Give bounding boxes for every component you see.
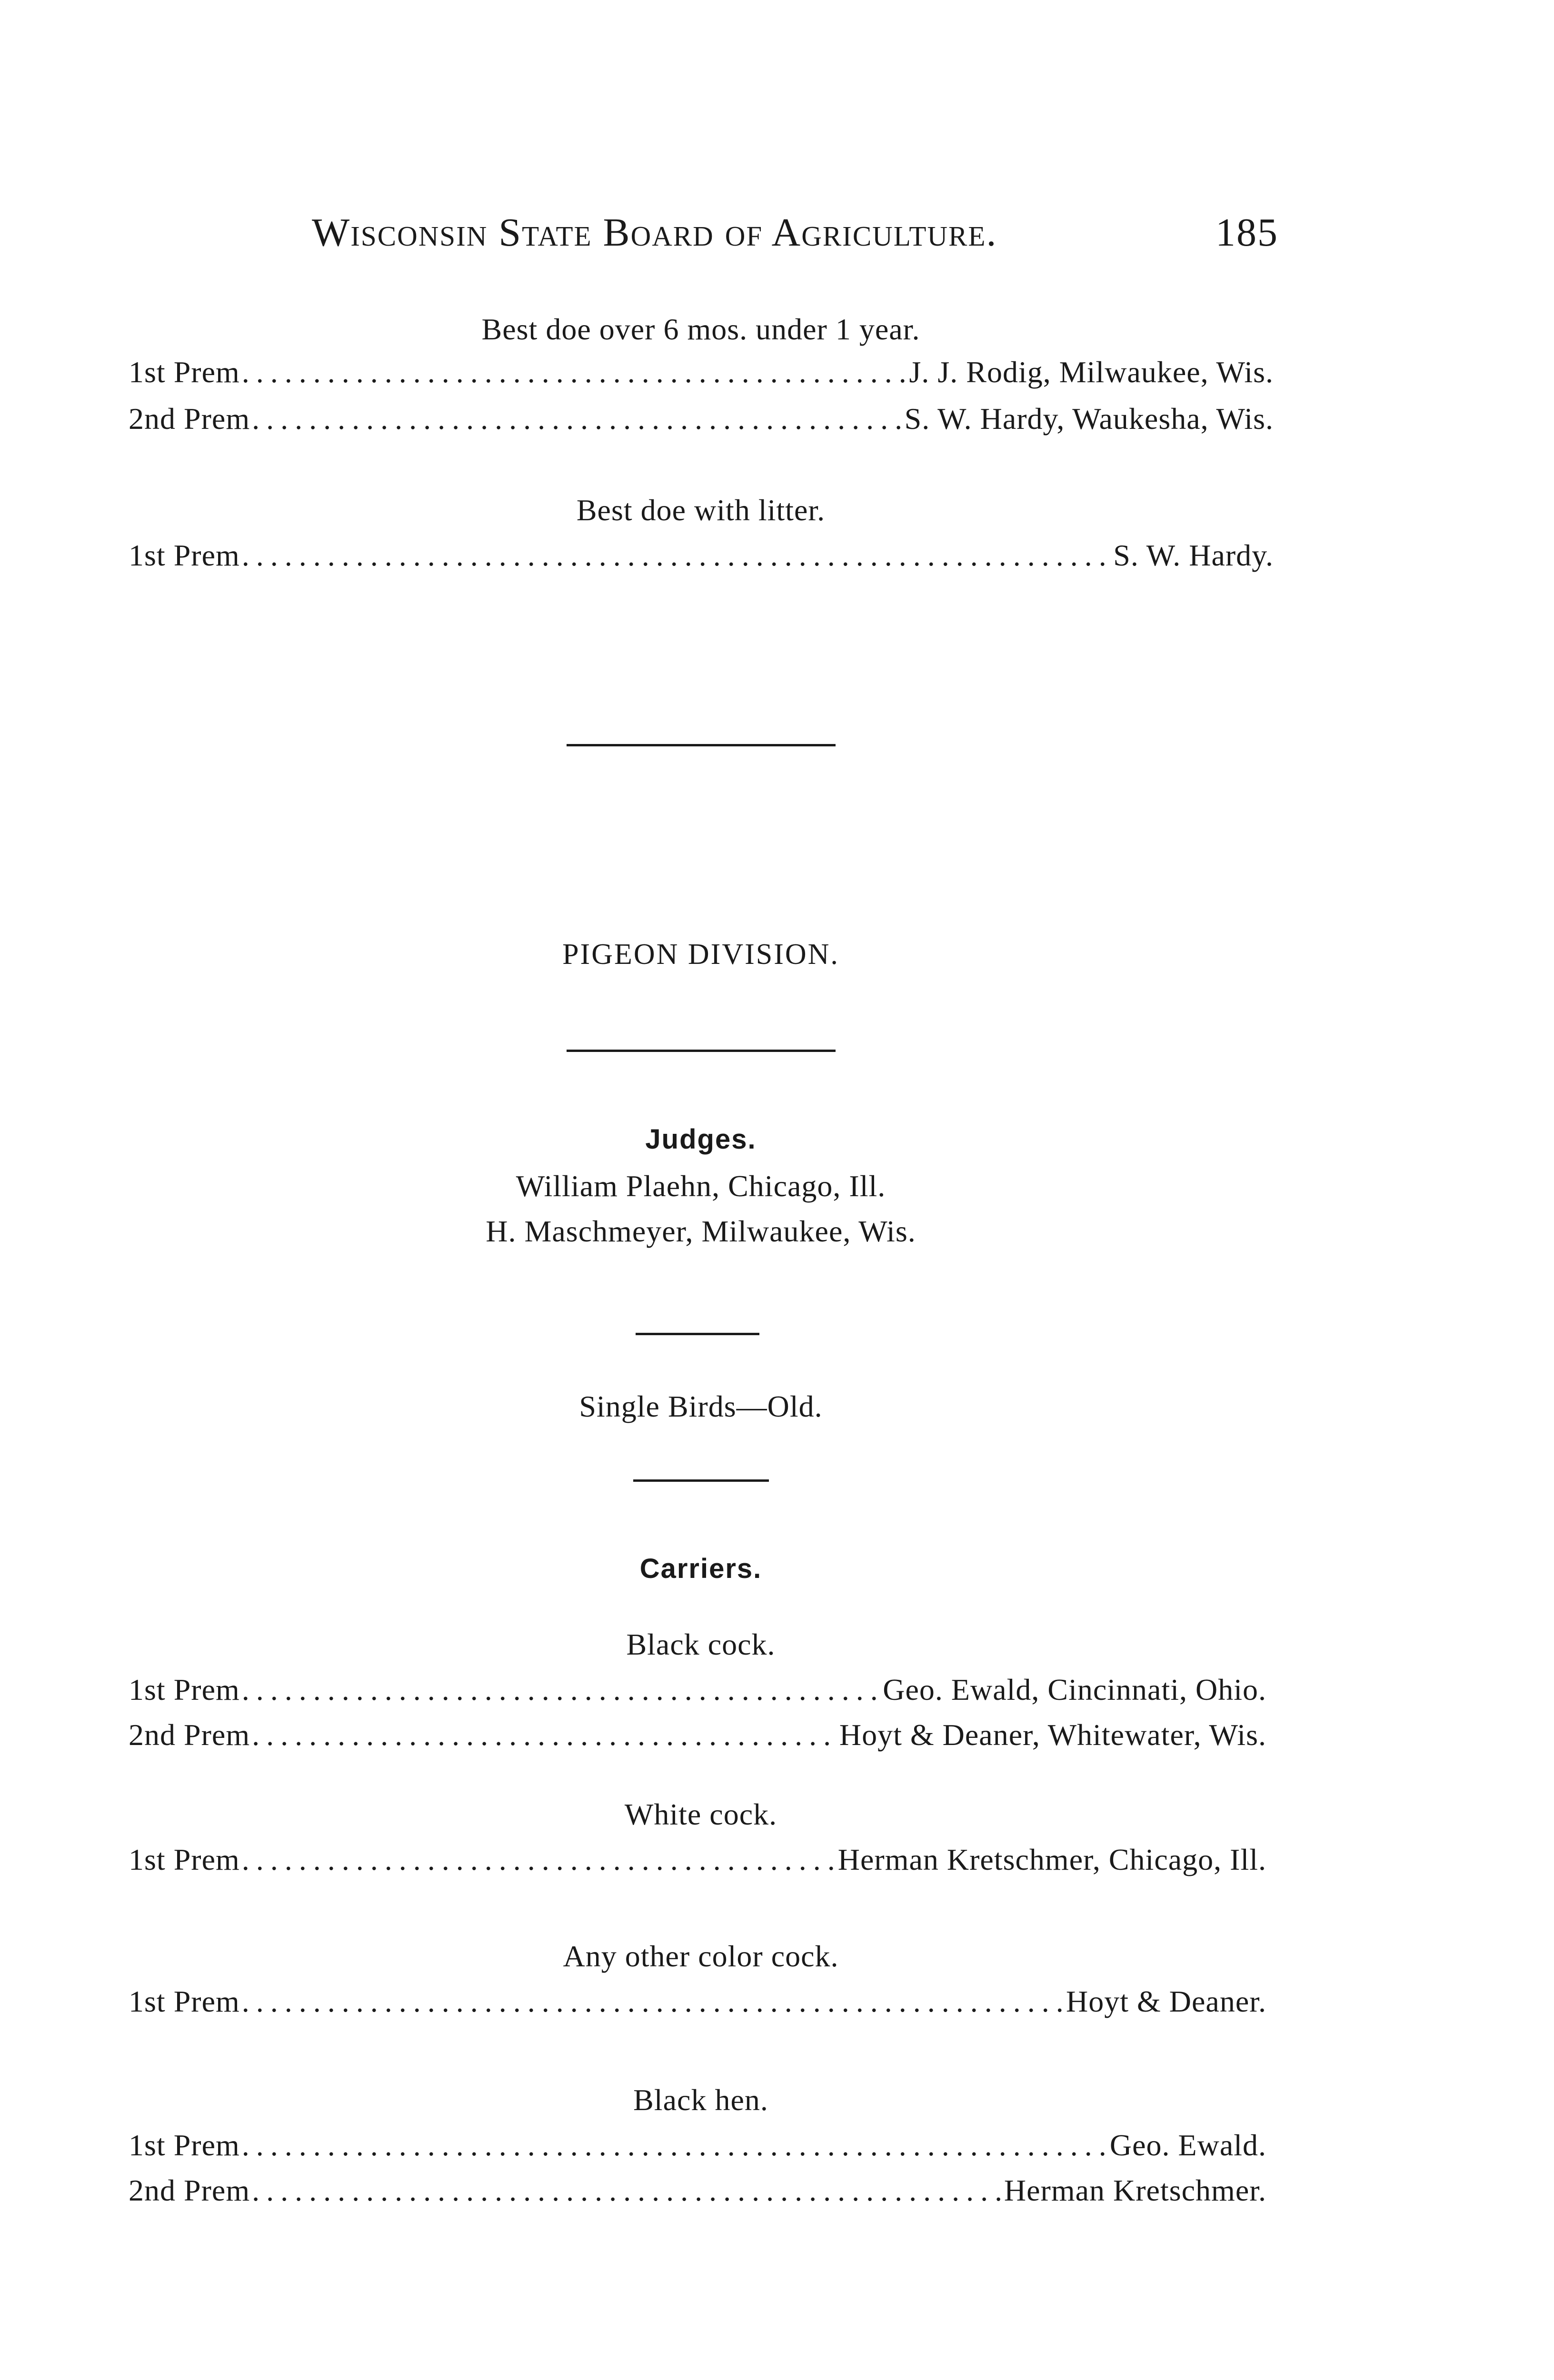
premium-place: 1st Prem [129, 355, 240, 389]
premium-winner: Herman Kretschmer. [1004, 2173, 1266, 2207]
page-number: 185 [1215, 210, 1278, 255]
judge-name: William Plaehn, Chicago, Ill. [516, 1169, 886, 1203]
dot-leader [242, 1672, 881, 1707]
premium-row [129, 2173, 1266, 2213]
dot-leader [252, 1717, 837, 1753]
header-title: Wisconsin State Board of Agriculture. [312, 210, 997, 255]
dot-leader [242, 2128, 1108, 2163]
dot-leader [242, 355, 907, 390]
short-divider [633, 1479, 769, 1482]
premium-row [129, 355, 1274, 395]
section-divider [567, 744, 836, 746]
premium-row [129, 2128, 1266, 2168]
premium-row [129, 1672, 1266, 1712]
premium-place: 1st Prem [129, 1984, 240, 2018]
premium-row [129, 401, 1274, 441]
premium-row [129, 1984, 1266, 2024]
premium-winner: Herman Kretschmer, Chicago, Ill. [837, 1843, 1266, 1876]
judges-heading: Judges. [645, 1124, 757, 1155]
class-heading: Black hen. [633, 2083, 768, 2117]
premium-row [129, 1842, 1266, 1882]
premium-winner: Geo. Ewald, Cincinnati, Ohio. [883, 1673, 1266, 1706]
premium-winner: J. J. Rodig, Milwaukee, Wis. [909, 355, 1274, 389]
class-heading: Best doe over 6 mos. under 1 year. [481, 312, 920, 346]
premium-winner: S. W. Hardy, Waukesha, Wis. [904, 402, 1274, 436]
premium-place: 2nd Prem [129, 402, 250, 436]
premium-winner: Geo. Ewald. [1109, 2128, 1266, 2162]
subheading: Single Birds—Old. [579, 1389, 823, 1423]
dot-leader [252, 401, 903, 436]
class-heading: Any other color cock. [563, 1939, 839, 1973]
dot-leader [252, 2173, 1002, 2208]
class-heading: White cock. [624, 1797, 777, 1831]
premium-place: 1st Prem [129, 2128, 240, 2162]
premium-winner: Hoyt & Deaner. [1066, 1984, 1266, 2018]
premium-row [129, 538, 1274, 578]
class-heading: Black cock. [626, 1627, 776, 1661]
premium-row [129, 1717, 1266, 1757]
division-title: PIGEON DIVISION. [562, 938, 839, 971]
section-divider [567, 1050, 836, 1052]
dot-leader [242, 1984, 1064, 2019]
class-heading: Best doe with litter. [576, 493, 826, 527]
premium-place: 1st Prem [129, 538, 240, 572]
carriers-heading: Carriers. [639, 1553, 762, 1584]
judge-name: H. Maschmeyer, Milwaukee, Wis. [486, 1214, 916, 1248]
premium-place: 1st Prem [129, 1673, 240, 1706]
premium-winner: Hoyt & Deaner, Whitewater, Wis. [839, 1718, 1266, 1752]
running-header [312, 209, 1278, 267]
premium-place: 2nd Prem [129, 1718, 250, 1752]
dot-leader [242, 538, 1111, 573]
premium-place: 2nd Prem [129, 2173, 250, 2207]
dot-leader [242, 1842, 836, 1877]
premium-winner: S. W. Hardy. [1113, 538, 1274, 572]
short-divider [636, 1333, 759, 1335]
premium-place: 1st Prem [129, 1843, 240, 1876]
